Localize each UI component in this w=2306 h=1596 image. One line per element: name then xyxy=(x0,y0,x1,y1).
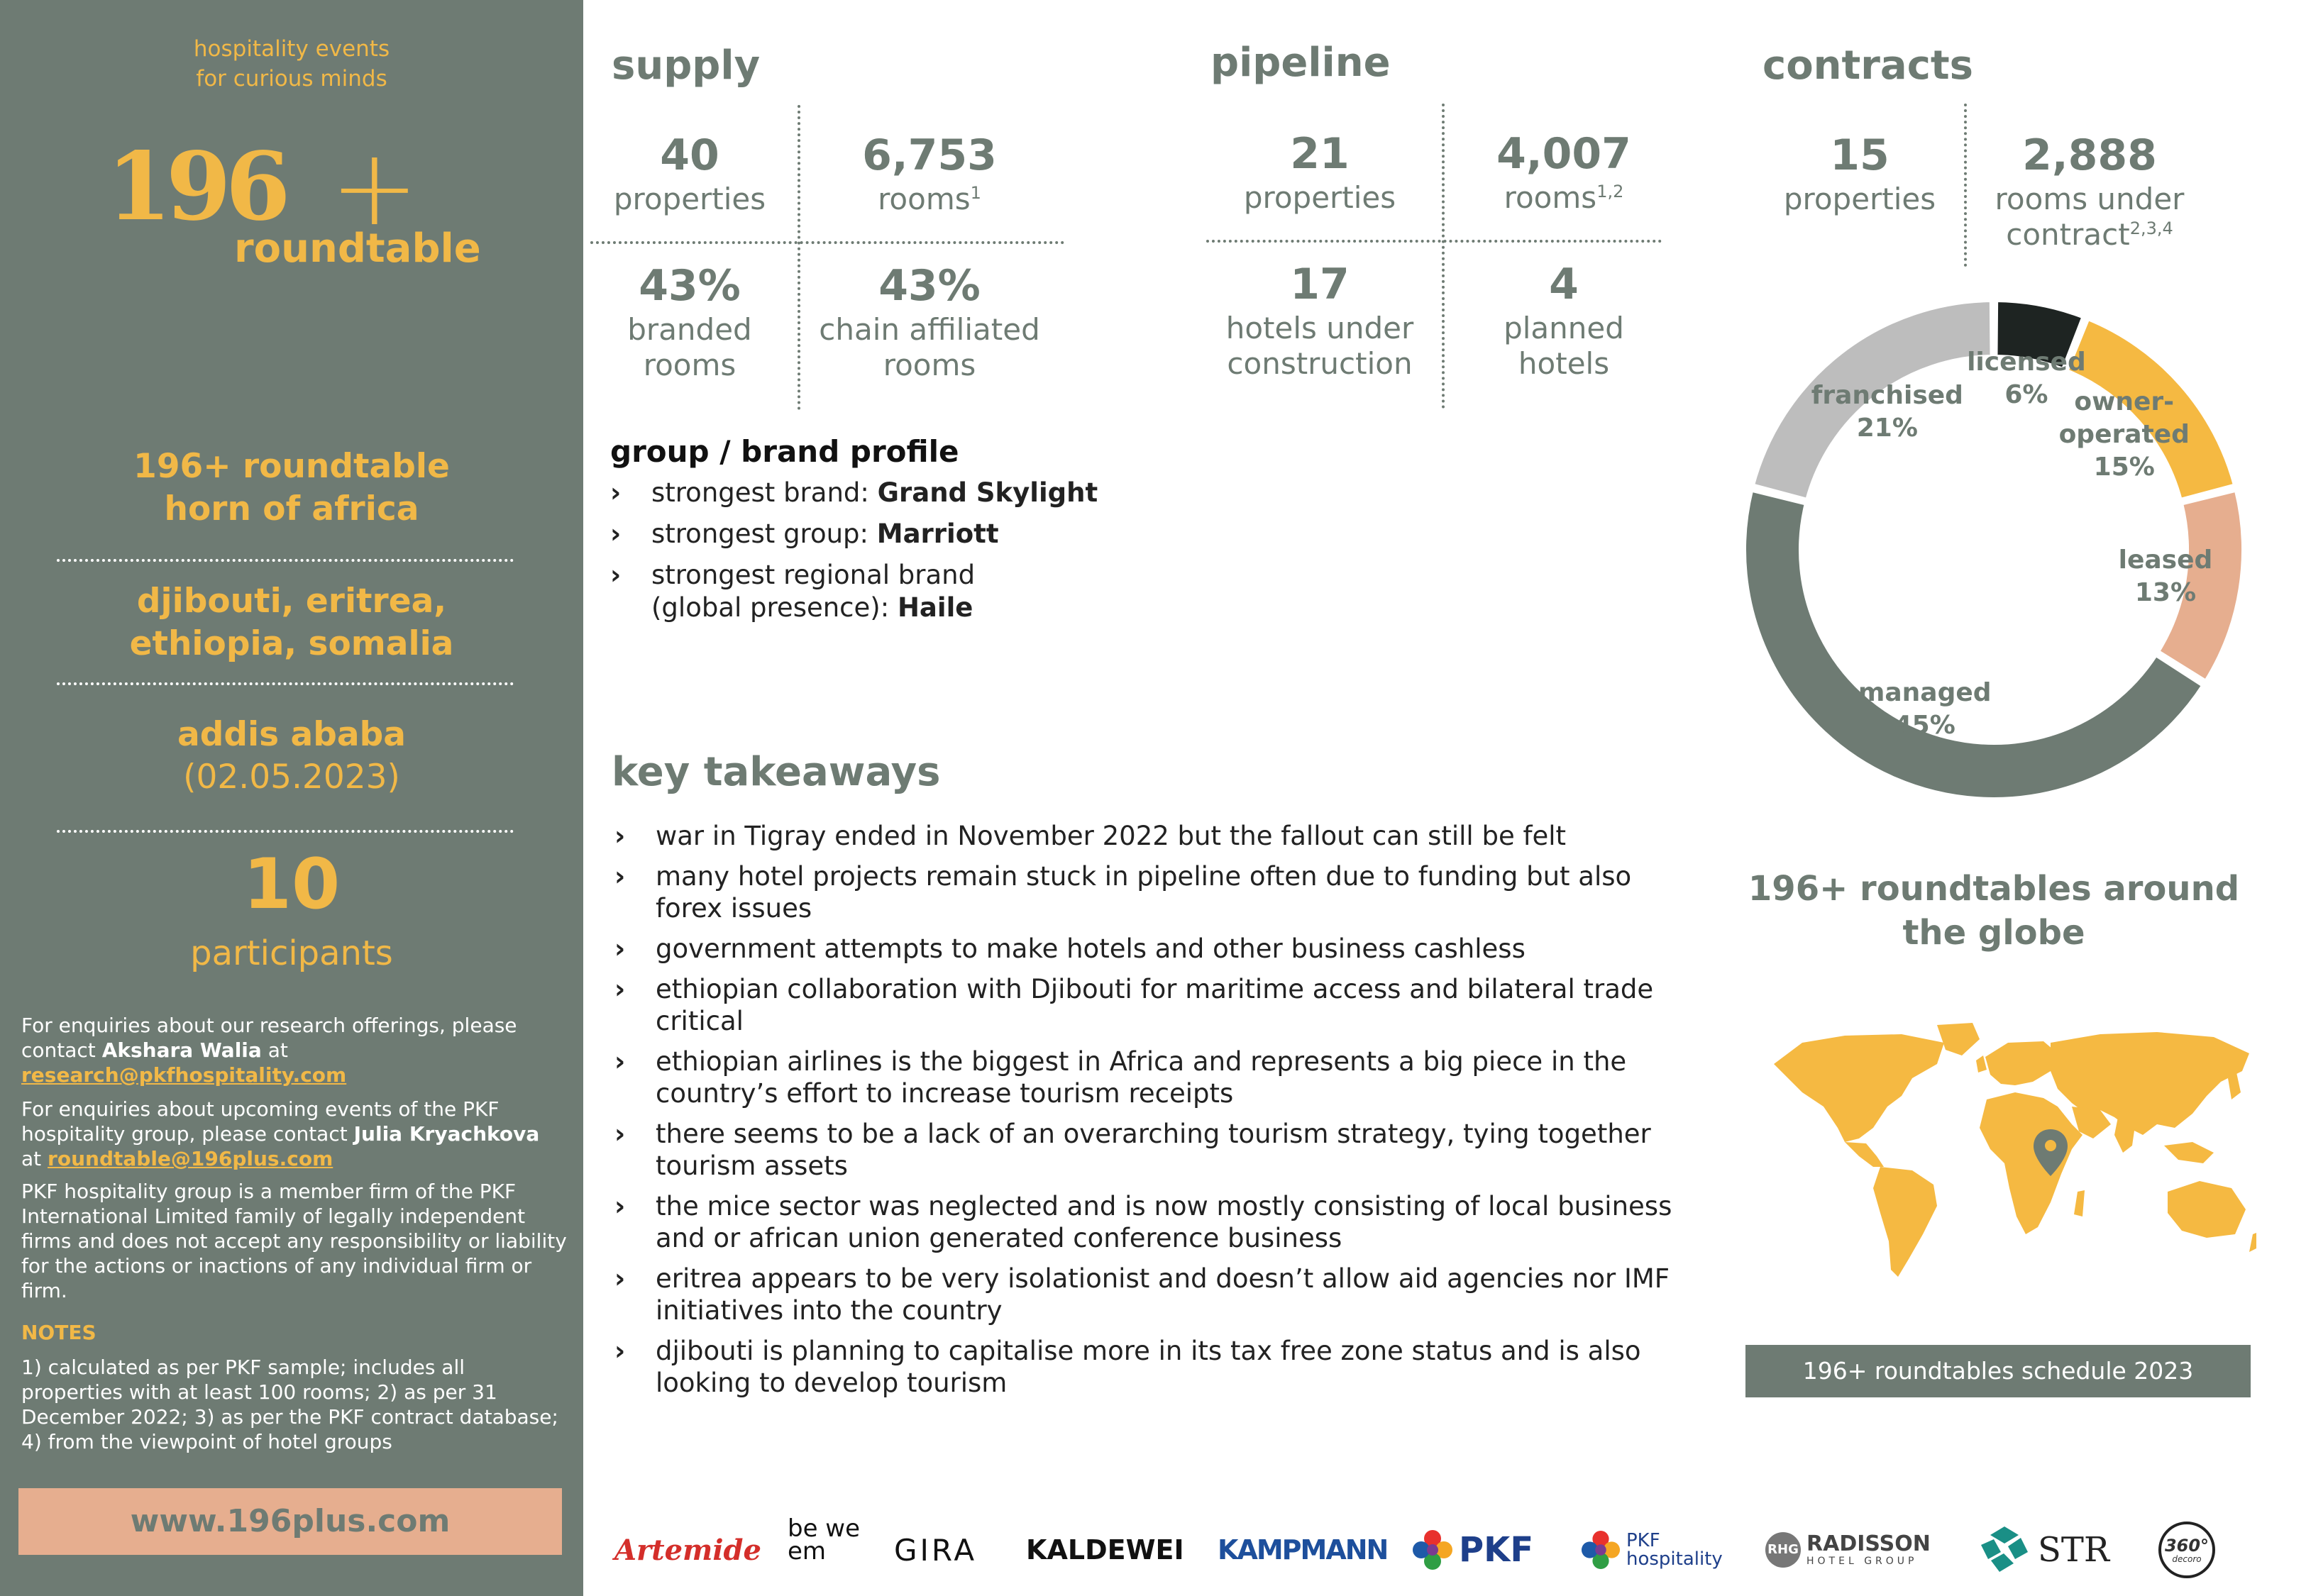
bullet-icon: › xyxy=(610,560,622,590)
pkf-flower-icon xyxy=(1412,1529,1453,1570)
donut-label-line: 45% xyxy=(1894,710,1955,740)
radisson-logo-text: RADISSON xyxy=(1806,1531,1931,1556)
research-enquiry-text: For enquiries about our research offerings, please contact xyxy=(21,1014,517,1062)
takeaway-text: djibouti is planning to capitalise more in its tax free zone status and is also looking to develop tourism xyxy=(656,1336,1641,1398)
globe-title-line-1: 196+ roundtables around xyxy=(1748,869,2240,909)
event-city: addis ababa xyxy=(177,715,406,754)
str-logo-text: STR xyxy=(2038,1530,2110,1570)
gira-logo xyxy=(894,1518,1000,1582)
bullet-icon: › xyxy=(614,1263,626,1294)
takeaway-text: ethiopian airlines is the biggest in Africa and represents a big piece in the country’s effort to increase tourism receipts xyxy=(656,1046,1627,1109)
footnote-marker: 1 xyxy=(970,183,981,203)
donut-label-leased xyxy=(2087,544,2244,609)
operating-model-donut xyxy=(1731,291,2256,809)
pipeline-planned xyxy=(1450,258,1677,382)
donut-label-owner-operated xyxy=(2046,386,2202,484)
donut-slice-managed xyxy=(1744,490,2203,799)
str-logo xyxy=(1980,1518,2129,1582)
360-decoro-logo xyxy=(2158,1518,2244,1582)
countries-line-1: djibouti, eritrea, xyxy=(136,582,447,621)
divider xyxy=(57,682,514,685)
globe-title xyxy=(1745,867,2242,955)
brand-label: strongest brand: xyxy=(651,477,878,508)
pkf-hospitality-logo-text: PKF hospitality xyxy=(1626,1530,1723,1570)
bullet-icon: › xyxy=(610,519,622,549)
donut-label-line: 21% xyxy=(1856,414,1918,443)
event-title-line-2: horn of africa xyxy=(164,489,419,528)
radisson-subtitle: HOTEL GROUP xyxy=(1806,1556,1918,1567)
list-item xyxy=(610,559,1178,624)
list-item xyxy=(610,477,1178,509)
supply-branded-label-1: branded xyxy=(627,312,752,347)
world-map-land xyxy=(1774,1023,2256,1277)
kampmann-logo-text: KAMPMANN xyxy=(1218,1534,1388,1565)
contracts-rooms-label-2: contract xyxy=(2006,217,2130,252)
divider xyxy=(1442,104,1445,409)
disclaimer: PKF hospitality group is a member firm of the PKF International Limited family of legally independent firms and does not accept any responsibility or liability for the actions or inactions of any individual firm or firm. xyxy=(21,1180,567,1302)
donut-label-line: franchised xyxy=(1811,381,1963,411)
logo-number: 196 xyxy=(106,132,285,242)
events-email-link[interactable]: roundtable@196plus.com xyxy=(48,1147,333,1170)
donut-label-line: 6% xyxy=(2004,380,2048,410)
list-item xyxy=(614,1263,1693,1326)
kaldewei-logo-text: KALDEWEI xyxy=(1026,1534,1184,1565)
supply-chain-value: 43% xyxy=(878,261,981,311)
logo-plus: + xyxy=(330,126,419,250)
event-title xyxy=(0,445,583,531)
kaldewei-logo xyxy=(1026,1518,1182,1582)
pkf-hospitality-logo xyxy=(1581,1518,1737,1582)
brand-value: Grand Skylight xyxy=(877,477,1098,508)
donut-label-line: owner- xyxy=(2074,387,2175,416)
pipeline-planned-value: 4 xyxy=(1549,260,1579,309)
bullet-icon: › xyxy=(614,933,626,964)
events-contact-name: Julia Kryachkova xyxy=(353,1122,540,1146)
list-item xyxy=(614,1118,1693,1182)
contracts-properties xyxy=(1764,129,1955,217)
list-item xyxy=(614,933,1693,965)
research-email-link[interactable]: research@pkfhospitality.com xyxy=(21,1063,347,1087)
list-item xyxy=(614,1046,1693,1109)
website-link[interactable]: www.196plus.com xyxy=(18,1488,562,1555)
pipeline-properties xyxy=(1206,128,1433,216)
decoro-logo-text: decoro xyxy=(2172,1554,2202,1564)
bewegen-logo xyxy=(788,1514,866,1582)
events-enquiry-at: at xyxy=(21,1147,48,1170)
donut-label-line: managed xyxy=(1858,677,1992,707)
supply-heading: supply xyxy=(612,43,761,89)
donut-label-franchised xyxy=(1809,379,1965,445)
key-takeaways-list xyxy=(614,820,1693,1407)
supply-chain-label-2: rooms xyxy=(883,348,976,382)
supply-branded-label-2: rooms xyxy=(643,348,737,382)
countries-line-2: ethiopia, somalia xyxy=(129,624,454,663)
takeaway-text: eritrea appears to be very isolationist and doesn’t allow aid agencies nor IMF initiatives into the country xyxy=(656,1263,1670,1326)
notes-heading: NOTES xyxy=(21,1321,96,1344)
donut-label-line: licensed xyxy=(1967,348,2086,377)
takeaway-text: there seems to be a lack of an overarching tourism strategy, tying together tourism assets xyxy=(656,1119,1651,1181)
supply-branded xyxy=(590,260,789,383)
participants-label: participants xyxy=(190,933,393,973)
gira-logo-text: GIRA xyxy=(894,1532,978,1568)
contracts-rooms-label-1: rooms under xyxy=(1995,182,2185,216)
countries xyxy=(0,580,583,665)
supply-rooms-value: 6,753 xyxy=(862,131,997,180)
pipeline-rooms-value: 4,007 xyxy=(1496,129,1631,179)
list-item xyxy=(614,820,1693,852)
rhg-badge-icon: RHG xyxy=(1765,1532,1801,1568)
supply-chain-label-1: chain affiliated xyxy=(819,312,1040,347)
artemide-logo xyxy=(614,1518,761,1582)
list-item xyxy=(614,860,1693,924)
str-mark-icon xyxy=(1980,1525,2029,1575)
events-enquiry xyxy=(21,1097,568,1171)
supply-rooms xyxy=(809,129,1050,217)
research-enquiry-at: at xyxy=(261,1038,288,1062)
event-location xyxy=(0,714,583,799)
pipeline-construction-label-1: hotels under xyxy=(1225,311,1414,345)
donut-label-line: 15% xyxy=(2093,452,2155,482)
key-takeaways-heading: key takeaways xyxy=(612,749,941,795)
regional-label-1: strongest regional brand xyxy=(651,560,976,590)
takeaway-text: war in Tigray ended in November 2022 but the fallout can still be felt xyxy=(656,821,1567,851)
divider xyxy=(57,559,514,562)
360-circle-icon xyxy=(2158,1522,2215,1578)
divider xyxy=(1206,240,1662,243)
research-contact-name: Akshara Walia xyxy=(101,1038,262,1062)
pipeline-planned-label-2: hotels xyxy=(1518,346,1610,381)
contracts-rooms-value: 2,888 xyxy=(2022,131,2157,180)
supply-properties xyxy=(590,129,789,217)
pipeline-construction xyxy=(1206,258,1433,382)
divider xyxy=(590,241,1064,244)
donut-label-line: leased xyxy=(2118,545,2213,575)
supply-rooms-label: rooms xyxy=(878,182,971,216)
divider xyxy=(57,830,514,833)
world-map-icon xyxy=(1760,1021,2256,1291)
contracts-rooms xyxy=(1973,129,2207,253)
supply-chain xyxy=(802,260,1057,383)
list-item xyxy=(614,1335,1693,1399)
takeaway-text: government attempts to make hotels and other business cashless xyxy=(656,933,1526,964)
events-enquiry-text: For enquiries about upcoming events of the PKF hospitality group, please contact xyxy=(21,1097,500,1146)
list-item xyxy=(614,1190,1693,1254)
donut-label-line: 13% xyxy=(2134,578,2197,608)
tagline-line-2: for curious minds xyxy=(196,66,387,92)
bullet-icon: › xyxy=(610,477,622,508)
list-item xyxy=(614,973,1693,1037)
pipeline-construction-label-2: construction xyxy=(1227,346,1413,381)
360-logo-text: 360° xyxy=(2164,1536,2210,1556)
kampmann-logo xyxy=(1218,1518,1388,1582)
donut-label-managed xyxy=(1847,677,2003,742)
supply-properties-label: properties xyxy=(613,182,766,216)
radisson-logo xyxy=(1765,1518,1936,1582)
tagline-line-1: hospitality events xyxy=(193,36,390,62)
divider xyxy=(1964,104,1967,267)
pipeline-rooms xyxy=(1450,128,1677,216)
divider xyxy=(798,105,800,410)
regional-value: Haile xyxy=(897,592,973,623)
bewegen-logo-text: be we em xyxy=(788,1514,861,1565)
list-item xyxy=(610,518,1178,550)
schedule-button[interactable]: 196+ roundtables schedule 2023 xyxy=(1745,1345,2251,1397)
bullet-icon: › xyxy=(614,1046,626,1077)
contracts-properties-value: 15 xyxy=(1830,131,1890,180)
bullet-icon: › xyxy=(614,1336,626,1366)
notes-text: 1) calculated as per PKF sample; includes all properties with at least 100 rooms; 2) as per 31 December 2022; 3) as per the PKF contract database; 4) from the viewpoint of hotel groups xyxy=(21,1356,558,1453)
event-date: (02.05.2023) xyxy=(183,758,400,797)
bullet-icon: › xyxy=(614,974,626,1004)
pkf-flower-icon xyxy=(1581,1530,1621,1570)
logo-word: roundtable xyxy=(234,226,481,272)
contracts-heading: contracts xyxy=(1762,43,1974,89)
pkf-logo xyxy=(1412,1518,1554,1582)
group-value: Marriott xyxy=(876,519,999,549)
footnote-marker: 1,2 xyxy=(1596,182,1624,201)
pkf-logo-text: PKF xyxy=(1459,1530,1534,1570)
takeaway-text: many hotel projects remain stuck in pipeline often due to funding but also forex issues xyxy=(656,861,1632,924)
pipeline-planned-label-1: planned xyxy=(1504,311,1624,345)
research-enquiry xyxy=(21,1013,568,1087)
group-brand-list xyxy=(610,477,1178,633)
bullet-icon: › xyxy=(614,1119,626,1149)
world-map[interactable] xyxy=(1760,1021,2256,1291)
regional-label-2: (global presence): xyxy=(651,592,898,623)
pipeline-heading: pipeline xyxy=(1210,40,1391,86)
pipeline-properties-value: 21 xyxy=(1290,129,1350,179)
bullet-icon: › xyxy=(614,1191,626,1221)
group-label: strongest group: xyxy=(651,519,877,549)
pipeline-construction-value: 17 xyxy=(1290,260,1350,309)
bullet-icon: › xyxy=(614,821,626,851)
supply-branded-value: 43% xyxy=(639,261,741,311)
footnote-marker: 2,3,4 xyxy=(2129,218,2173,238)
takeaway-text: ethiopian collaboration with Djibouti for maritime access and bilateral trade critical xyxy=(656,974,1654,1036)
event-title-line-1: 196+ roundtable xyxy=(133,447,450,486)
participants-count: 10 xyxy=(243,844,341,925)
tagline xyxy=(0,34,583,94)
globe-title-line-2: the globe xyxy=(1902,913,2085,953)
sidebar xyxy=(0,0,583,1596)
bullet-icon: › xyxy=(614,861,626,892)
artemide-logo-text: Artemide xyxy=(614,1533,761,1567)
takeaway-text: the mice sector was neglected and is now mostly consisting of local business and or african union generated conference business xyxy=(656,1191,1672,1253)
donut-label-line: operated xyxy=(2058,419,2190,449)
pipeline-rooms-label: rooms xyxy=(1504,180,1597,215)
pipeline-properties-label: properties xyxy=(1243,180,1396,215)
group-brand-heading: group / brand profile xyxy=(610,434,959,469)
contracts-properties-label: properties xyxy=(1783,182,1936,216)
supply-properties-value: 40 xyxy=(660,131,719,180)
